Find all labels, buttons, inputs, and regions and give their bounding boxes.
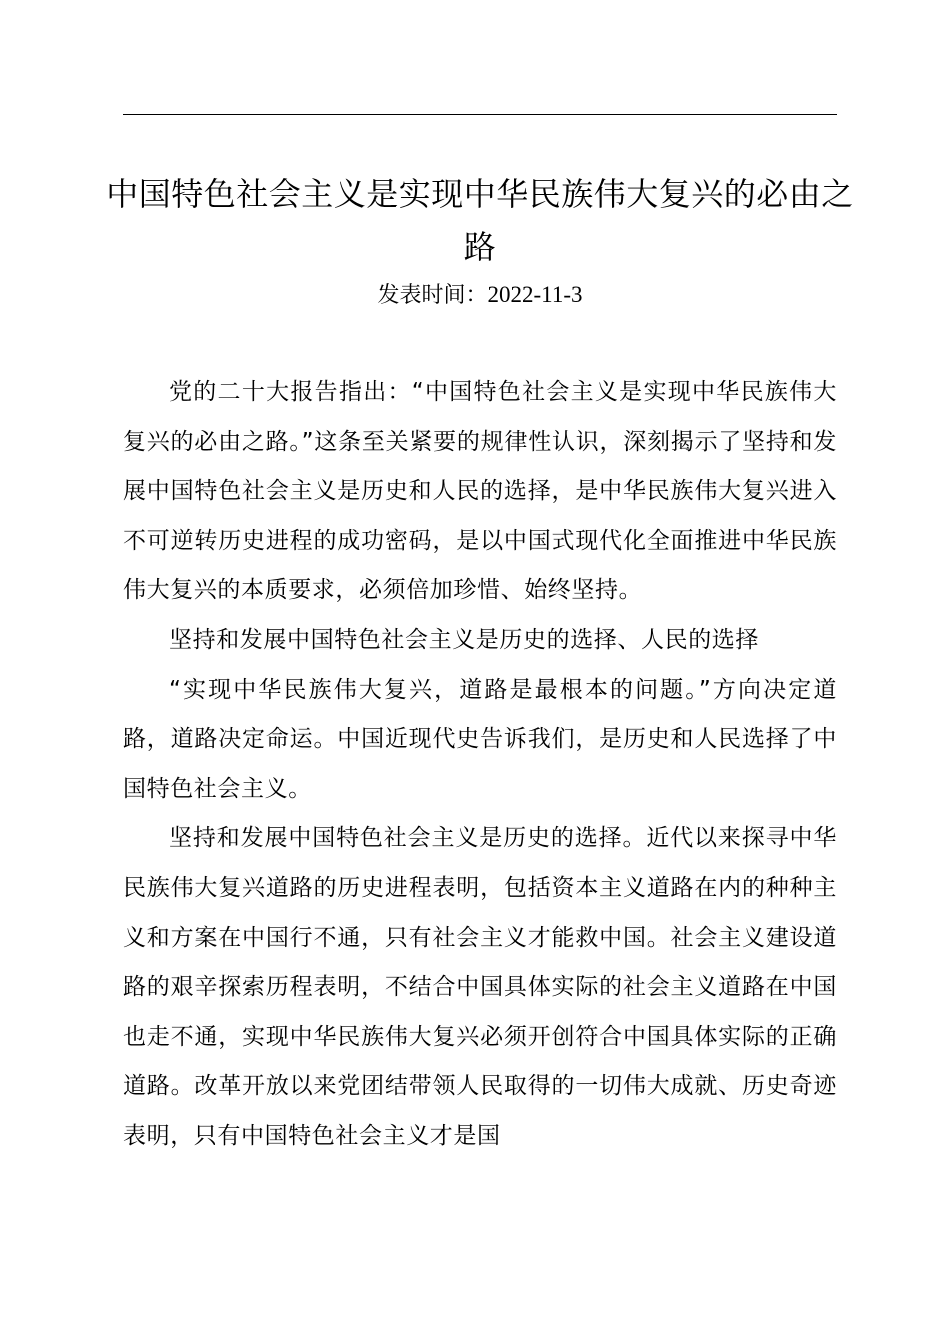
publish-date — [100, 280, 860, 311]
publish-date-value: 2022-11-3 — [487, 282, 583, 307]
header-rule — [123, 114, 837, 115]
paragraph: 坚持和发展中国特色社会主义是历史的选择。近代以来探寻中华民族伟大复兴道路的历史进程表明，包括资本主义道路在内的种种主义和方案在中国行不通，只有社会主义才能救中国。社会主义建设道路的艰辛探索历程表明，不结合中国具体实际的社会主义道路在中国也走不通，实现中华民族伟大复兴必须开创符合中国具体实际的正确道路。改革开放以来党团结带领人民取得的一切伟大成就、历史奇迹表明，只有中国特色社会主义才是国 — [123, 825, 837, 1149]
publish-date-label: 发表时间： — [377, 283, 488, 308]
section-heading: 坚持和发展中国特色社会主义是历史的选择、人民的选择 — [169, 626, 759, 653]
paragraph-intro: 党的二十大报告指出：“中国特色社会主义是实现中华民族伟大复兴的必由之路。”这条至关紧要的规律性认识，深刻揭示了坚持和发展中国特色社会主义是历史和人民的选择，是中华民族伟大复兴进入不可逆转历史进程的成功密码，是以中国式现代化全面推进中华民族伟大复兴的本质要求，必须倍加珍惜、始终坚持。 — [123, 379, 837, 604]
article-title: 中国特色社会主义是实现中华民族伟大复兴的必由之路 — [106, 175, 854, 266]
article-body — [123, 368, 837, 1218]
paragraph: “实现中华民族伟大复兴，道路是最根本的问题。”方向决定道路，道路决定命运。中国近现代史告诉我们，是历史和人民选择了中国特色社会主义。 — [123, 676, 837, 802]
